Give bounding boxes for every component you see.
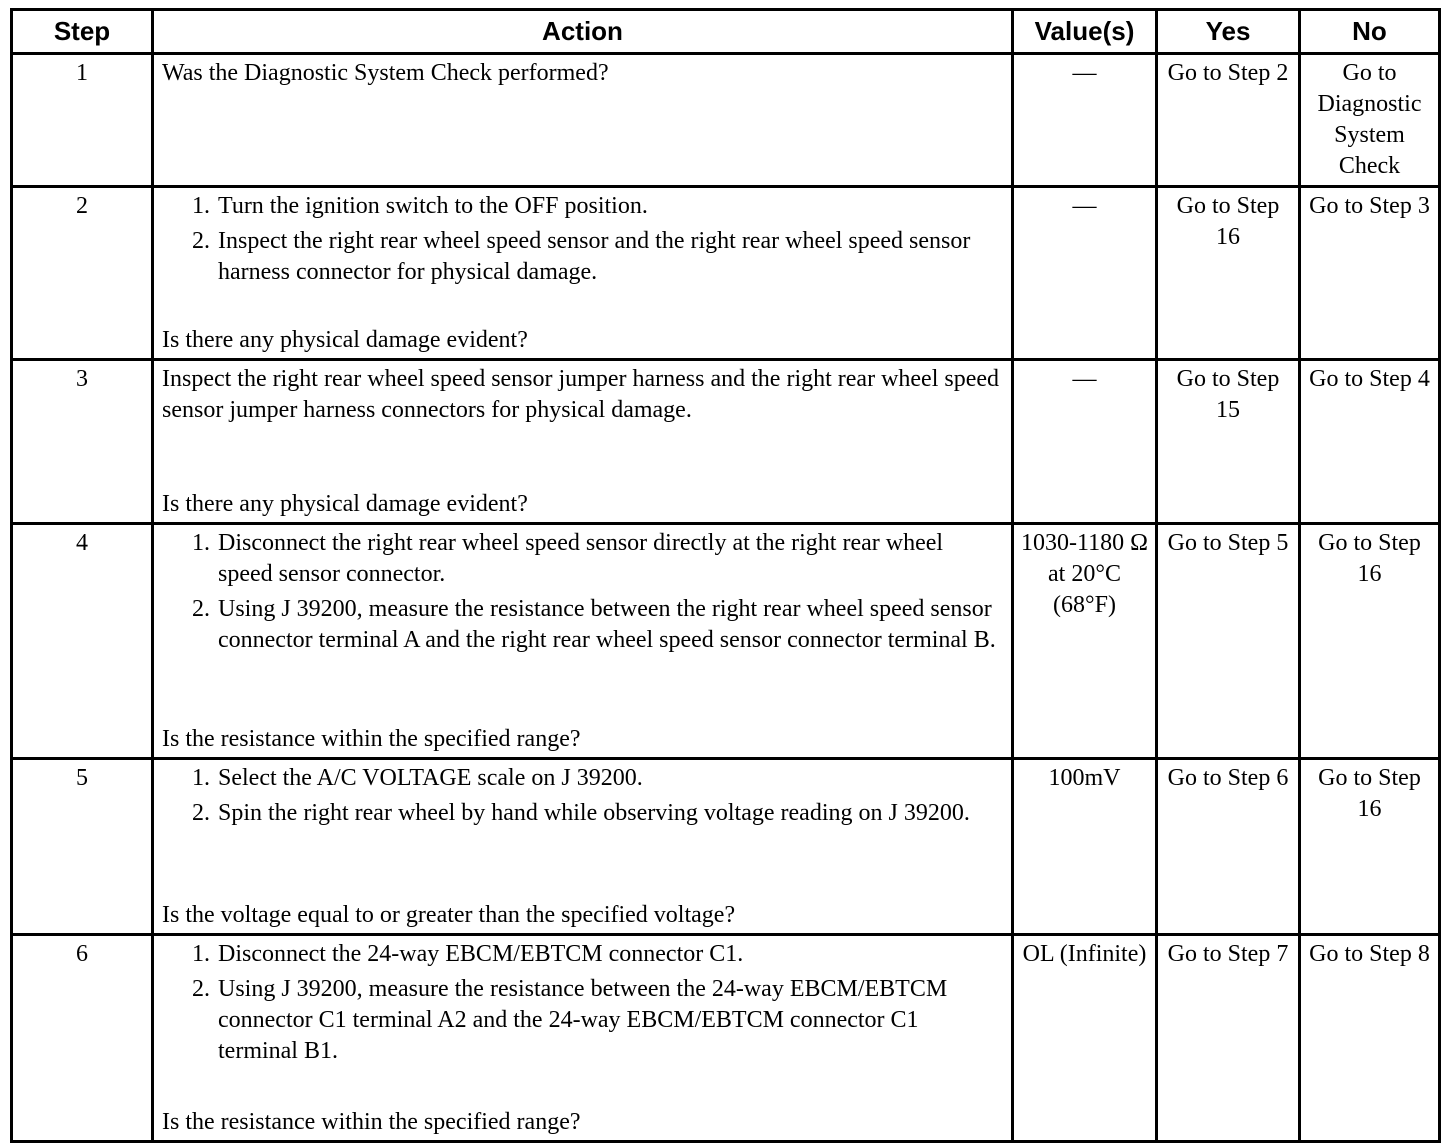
step-number: 3 [12, 360, 153, 524]
no-cell: Go to Step 4 [1300, 360, 1440, 524]
action-text: Inspect the right rear wheel speed sensor jumper harness and the right rear wheel speed sensor jumper harness connectors for physical damage. [162, 366, 1000, 423]
header-action: Action [153, 10, 1013, 54]
value-cell: 100mV [1013, 759, 1157, 935]
action-text: Was the Diagnostic System Check performed? [162, 60, 609, 86]
action-question: Is the resistance within the specified range? [162, 1109, 581, 1135]
no-cell: Go to Step 16 [1300, 759, 1440, 935]
yes-cell: Go to Step 6 [1157, 759, 1300, 935]
action-step-item: 1. Turn the ignition switch to the OFF position. [216, 191, 1003, 222]
action-cell [153, 524, 1013, 759]
action-step-item: 1. Select the A/C VOLTAGE scale on J 39200. [216, 763, 1003, 794]
table-row [12, 935, 1440, 1142]
action-steps-list [162, 528, 1003, 656]
diagnostic-table [10, 8, 1441, 1143]
value-cell: — [1013, 360, 1157, 524]
action-cell [153, 360, 1013, 524]
step-number: 5 [12, 759, 153, 935]
action-step-item: 2. Inspect the right rear wheel speed sensor and the right rear wheel speed sensor harness connector for physical damage. [216, 226, 1003, 288]
action-question: Is the voltage equal to or greater than the specified voltage? [162, 902, 736, 928]
action-question: Is the resistance within the specified range? [162, 726, 581, 752]
table-row [12, 759, 1440, 935]
action-steps-list [162, 191, 1003, 288]
header-step: Step [12, 10, 153, 54]
header-values: Value(s) [1013, 10, 1157, 54]
value-cell: 1030-1180 Ω at 20°C (68°F) [1013, 524, 1157, 759]
action-question: Is there any physical damage evident? [162, 491, 528, 517]
step-number: 2 [12, 187, 153, 360]
no-cell: Go to Step 16 [1300, 524, 1440, 759]
value-cell: — [1013, 187, 1157, 360]
yes-cell: Go to Step 7 [1157, 935, 1300, 1142]
no-cell: Go to Diagnostic System Check [1300, 54, 1440, 187]
header-row [12, 10, 1440, 54]
table-row [12, 54, 1440, 187]
action-cell [153, 187, 1013, 360]
yes-cell: Go to Step 2 [1157, 54, 1300, 187]
table-row [12, 524, 1440, 759]
yes-cell: Go to Step 15 [1157, 360, 1300, 524]
action-step-item: 1. Disconnect the right rear wheel speed sensor directly at the right rear wheel speed sensor connector. [216, 528, 1003, 590]
table-row [12, 360, 1440, 524]
value-cell: OL (Infinite) [1013, 935, 1157, 1142]
header-yes: Yes [1157, 10, 1300, 54]
action-question: Is there any physical damage evident? [162, 327, 528, 353]
yes-cell: Go to Step 16 [1157, 187, 1300, 360]
no-cell: Go to Step 8 [1300, 935, 1440, 1142]
action-step-item: 2. Using J 39200, measure the resistance between the 24-way EBCM/EBTCM connector C1 terminal A2 and the 24-way EBCM/EBTCM connector C1 terminal B1. [216, 974, 1003, 1067]
action-cell [153, 54, 1013, 187]
action-step-item: 2. Using J 39200, measure the resistance between the right rear wheel speed sensor connector terminal A and the right rear wheel speed sensor connector terminal B. [216, 594, 1003, 656]
step-number: 6 [12, 935, 153, 1142]
header-no: No [1300, 10, 1440, 54]
step-number: 1 [12, 54, 153, 187]
action-step-item: 1. Disconnect the 24-way EBCM/EBTCM connector C1. [216, 939, 1003, 970]
step-number: 4 [12, 524, 153, 759]
action-steps-list [162, 939, 1003, 1067]
table-row [12, 187, 1440, 360]
action-step-item: 2. Spin the right rear wheel by hand while observing voltage reading on J 39200. [216, 798, 1003, 829]
action-cell [153, 759, 1013, 935]
no-cell: Go to Step 3 [1300, 187, 1440, 360]
action-steps-list [162, 763, 1003, 829]
yes-cell: Go to Step 5 [1157, 524, 1300, 759]
value-cell: — [1013, 54, 1157, 187]
action-cell [153, 935, 1013, 1142]
